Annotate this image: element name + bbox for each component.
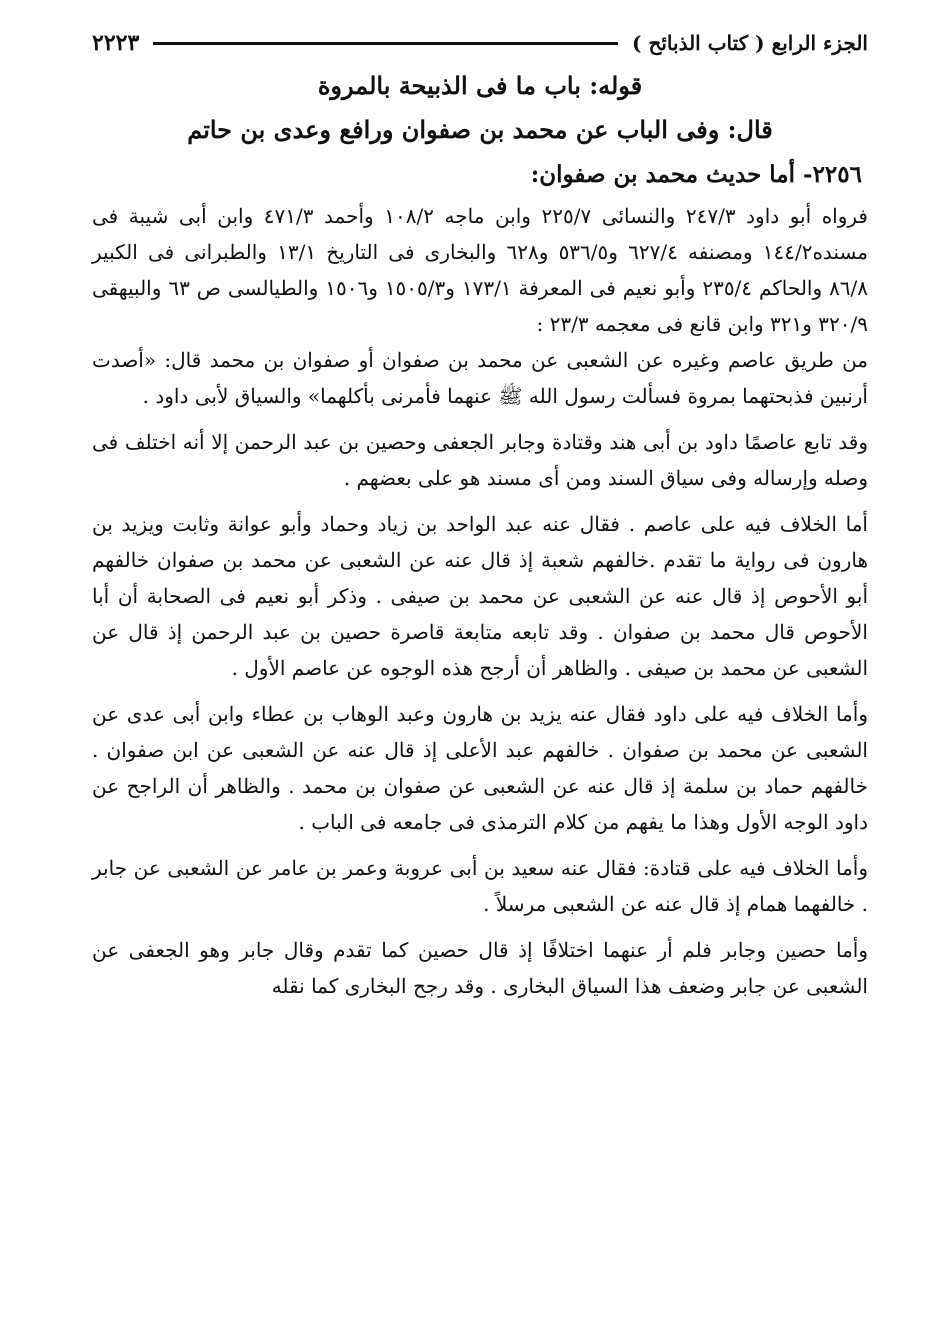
paragraph-asim-dispute: أما الخلاف فيه على عاصم . فقال عنه عبد الواحد بن زياد وحماد وأبو عوانة وثابت ويزيد بن هارون فى رواية ما تقدم .خالفهم شعبة إذ قال عنه عن الشعبى عن محمد بن صفوان خالفهم أبو الأحوص إذ قال عنه عن الشعبى عن محمد بن صيفى . وذكر أبو نعيم فى الصحابة أن أبا الأحوص قال محمد بن صفوان . وقد تابعه متابعة قاصرة حصين بن عبد الرحمن إذ قال عن الشعبى عن محمد بن صيفى . والظاهر أن أرجح هذه الوجوه عن عاصم الأول .	[92, 512, 868, 680]
paragraph-husayn-jabir: وأما حصين وجابر فلم أر عنهما اختلافًا إذ قال حصين كما تقدم وقال جابر وهو الجعفى عن الشعبى عن جابر وضعف هذا السياق البخارى . وقد رجح البخارى كما نقله	[92, 938, 868, 998]
page-number: ٢٢٢٣	[92, 30, 140, 56]
paragraph-hadith-text: من طريق عاصم وغيره عن الشعبى عن محمد بن صفوان أو صفوان بن محمد قال: «أصدت أرنبين فذبحتهما بمروة فسألت رسول الله ﷺ عنهما فأمرنى بأكلهما» والسياق لأبى داود .	[92, 348, 869, 408]
paragraph-qatada-dispute: وأما الخلاف فيه على قتادة: فقال عنه سعيد بن أبى عروبة وعمر بن عامر عن الشعبى عن جابر . خالفهما همام إذ قال عنه عن الشعبى مرسلاً .	[92, 856, 868, 916]
subchapter-heading: قال: وفى الباب عن محمد بن صفوان ورافع وعدى بن حاتم	[187, 115, 773, 144]
running-title: الجزء الرابع ( كتاب الذبائح )	[632, 31, 868, 55]
paragraph-followers: وقد تابع عاصمًا داود بن أبى هند وقتادة وجابر الجعفى وحصين بن عبد الرحمن إلا أنه اختلف فى وصله وإرساله وفى سياق السند ومن أى مسند هو على بعضهم .	[92, 430, 868, 490]
paragraph-dawud-dispute: وأما الخلاف فيه على داود فقال عنه يزيد بن هارون وعبد الوهاب بن عطاء وابن أبى عدى عن الشعبى عن محمد بن صفوان . خالفهم عبد الأعلى إذ قال عنه عن الشعبى عن ابن صفوان . خالفهم حماد بن سلمة إذ قال عنه عن الشعبى عن صفوان بن محمد . والظاهر أن الراجح عن داود الوجه الأول وهذا ما يفهم من كلام الترمذى فى جامعه فى الباب .	[92, 702, 868, 834]
paragraph-sources: فرواه أبو داود ٢٤٧/٣ والنسائى ٢٢٥/٧ وابن ماجه ١٠٨/٢ وأحمد ٤٧١/٣ وابن أبى شيبة فى مسنده١٤٤/٢ ومصنفه ٦٢٧/٤ و٥٣٦/٥ و٦٢٨ والبخارى فى التاريخ ١٣/١ والطبرانى فى الكبير ٨٦/٨ والحاكم ٢٣٥/٤ وأبو نعيم فى المعرفة ١٧٣/١ و١٥٠٥/٣ و١٥٠٦ والطيالسى ص ٦٣ والبيهقى ٣٢٠/٩ و٣٢١ وابن قانع فى معجمه ٢٣/٣ :	[92, 204, 869, 336]
page-header	[92, 22, 868, 64]
chapter-heading: قوله: باب ما فى الذبيحة بالمروة	[317, 71, 643, 100]
section-title: ٢٢٥٦- أما حديث محمد بن صفوان:	[530, 161, 862, 188]
header-rule	[153, 42, 618, 45]
